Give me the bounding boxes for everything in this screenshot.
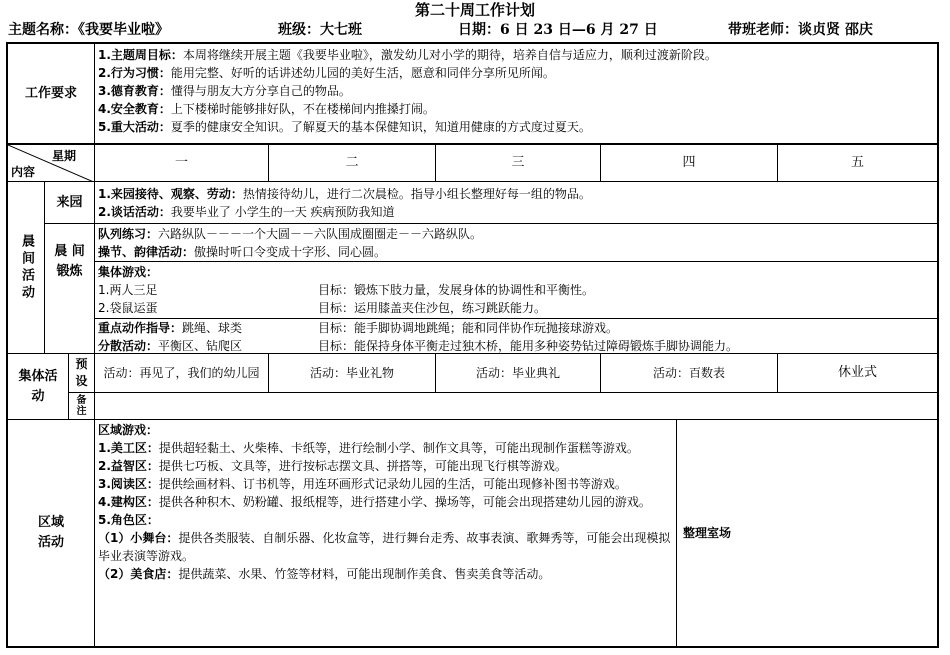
preset-label: 预设: [68, 353, 95, 393]
morning-activities-label: 晨间活动: [7, 181, 45, 354]
collective-monday: 活动：再见了，我们的幼儿园: [94, 353, 269, 393]
theme-name: 主题名称：《我要毕业啦》: [8, 22, 169, 38]
work-requirements-content: 1.主题周目标：本周将继续开展主题《我要毕业啦》，激发幼儿对小学的期待，培养自信与适应力，顺利过渡新阶段。 2.行为习惯：能用完整、好听的话讲述幼儿园的美好生活，愿意和同伴分享所见所闻。 3.德育教育：懂得与朋友大方分享自己的物品。 4.安全教育：上下楼梯时能够排好队，不在楼梯间内推搡打闹。 5.重大活动：夏季的健康安全知识。了解夏天的基本保健知识，知道用健康的方式度过夏天。: [94, 43, 938, 144]
note-label: 备注: [68, 392, 95, 420]
collective-friday: 休业式: [777, 353, 938, 393]
morning-exercise-label: 晨 间 锻炼: [44, 223, 95, 354]
date-range: 日期：6 日 23 日—6 月 27 日: [458, 22, 658, 38]
queue-rhythm-content: 队列练习：六路纵队－－－一个大圆－－六队围成圈圈走－－六路纵队。 操节、韵律活动：傲操时听口令变成十字形、同心圆。: [94, 223, 938, 262]
class-name: 班级：大七班: [278, 22, 362, 38]
day-monday: 一: [94, 144, 269, 182]
day-wednesday: 三: [435, 144, 601, 182]
collective-activities-label: 集体活动: [7, 353, 69, 420]
area-activities-label: 区域活动: [7, 419, 95, 647]
area-activities-content: 区域游戏： 1.美工区：提供超轻黏土、火柴棒、卡纸等，进行绘制小学、制作文具等，可能出现制作蛋糕等游戏。 2.益智区：提供七巧板、文具等，进行按标志摆文具、拼搭等，可能出现飞行棋等游戏。 3.阅读区：提供绘画材料、订书机等，用连环画形式记录幼儿园的生活，可能出现修补图书等游戏。 4.建构区：提供各种积木、奶粉罐、报纸棍等，进行搭建小学、操场等，可能会出现搭建幼儿园的游戏。 5.角色区： （1）小舞台：提供各类服装、自制乐器、化妆盒等，进行舞台走秀、故事表演、歌舞秀等，可能会出现模拟毕业表演等游戏。 （2）美食店：提供蔬菜、水果、竹签等材料，可能出现制作美食、售卖美食等活动。: [94, 419, 677, 647]
collective-wednesday: 活动：毕业典礼: [435, 353, 601, 393]
day-tuesday: 二: [268, 144, 436, 182]
week-content-header: 星期 内容: [7, 144, 95, 182]
teacher-names: 带班老师：谈贞贤 邵庆: [728, 22, 873, 38]
day-thursday: 四: [600, 144, 778, 182]
day-friday: 五: [777, 144, 938, 182]
arrival-content: 1.来园接待、观察、劳动：热情接待幼儿，进行二次晨检。指导小组长整理好每一组的物品。 2.谈话活动：我要毕业了 小学生的一天 疾病预防我知道: [94, 181, 938, 224]
collective-thursday: 活动：百数表: [600, 353, 778, 393]
area-right-content: 整理室场: [676, 419, 938, 647]
key-and-dispersed-content: 重点动作指导：跳绳、球类 目标：能手脚协调地跳绳；能和同伴协作玩抛接球游戏。 分散活动：平衡区、钻爬区 目标：能保持身体平衡走过独木桥，能用多种姿势钻过障碍锻炼手脚协调能力。: [94, 318, 938, 354]
meta-row: [0, 20, 950, 40]
collective-note-row: [94, 392, 938, 420]
work-requirements-label: 工作要求: [7, 43, 95, 144]
page-title: 第二十周工作计划: [414, 1, 535, 19]
collective-tuesday: 活动：毕业礼物: [268, 353, 436, 393]
group-games-content: 集体游戏： 1.两人三足 目标：锻炼下肢力量，发展身体的协调性和平衡性。 2.袋鼠运蛋 目标：运用膝盖夹住沙包，练习跳跃能力。: [94, 261, 938, 319]
arrival-label: 来园: [44, 181, 95, 224]
